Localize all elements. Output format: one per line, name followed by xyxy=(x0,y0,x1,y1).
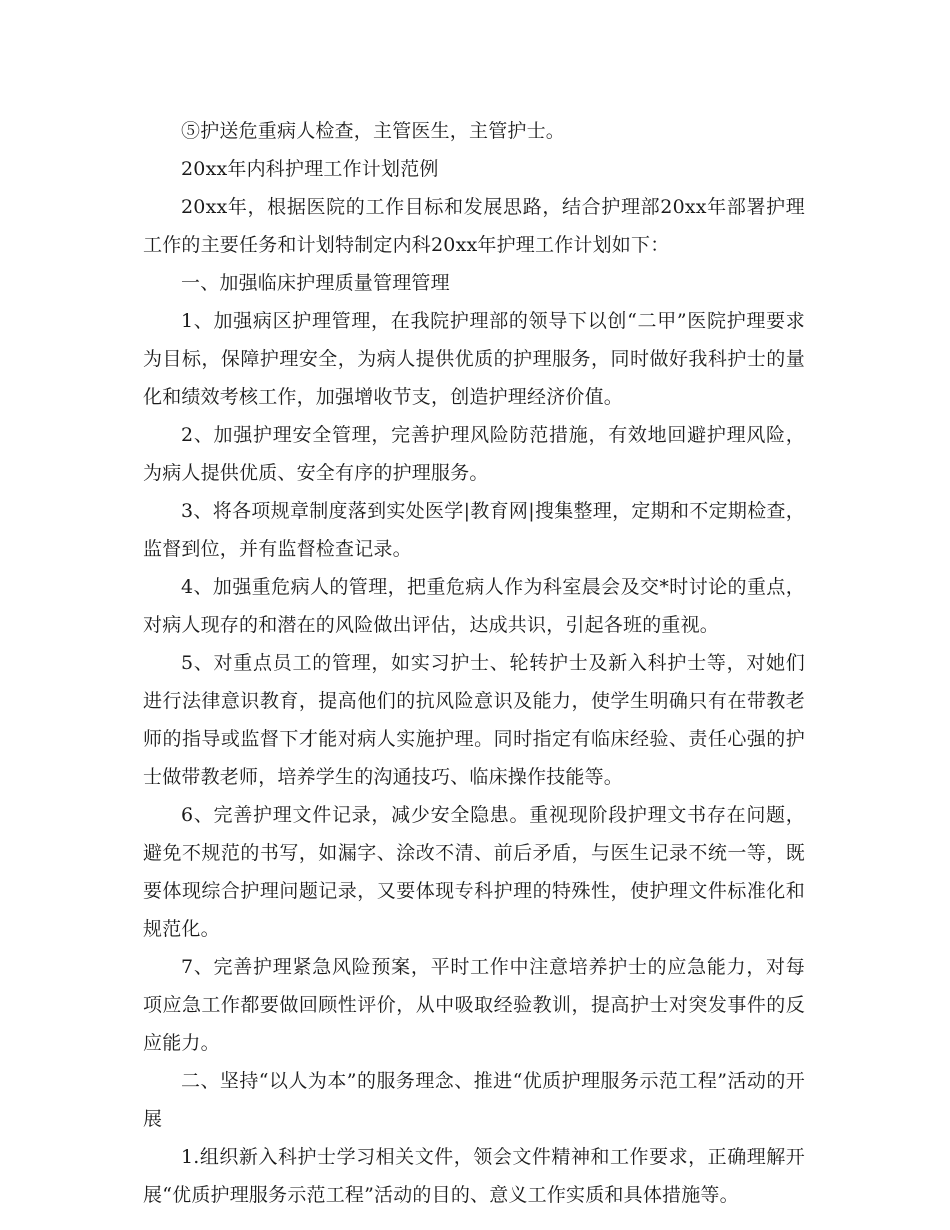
document-body xyxy=(143,112,805,1214)
section-heading-1: 一、加强临床护理质量管理管理 xyxy=(181,272,450,294)
paragraph-item-5: 5、对重点员工的管理，如实习护士、轮转护士及新入科护士等，对她们进行法律意识教育，提高他们的抗风险意识及能力，使学生明确只有在带教老师的指导或监督下才能对病人实施护理。同时指定有临床经验、责任心强的护士做带教老师，培养学生的沟通技巧、临床操作技能等。 xyxy=(143,652,805,788)
paragraph-item-6: 6、完善护理文件记录，减少安全隐患。重视现阶段护理文书存在问题，避免不规范的书写，如漏字、涂改不清、前后矛盾，与医生记录不统一等，既要体现综合护理问题记录，又要体现专科护理的特殊性，使护理文件标准化和规范化。 xyxy=(143,804,805,940)
paragraph-title: 20xx年内科护理工作计划范例 xyxy=(181,158,439,180)
paragraph-item-3: 3、将各项规章制度落到实处医学|教育网|搜集整理，定期和不定期检查，监督到位，并有监督检查记录。 xyxy=(143,500,805,560)
paragraph-item-1: 1、加强病区护理管理，在我院护理部的领导下以创“二甲”医院护理要求为目标，保障护理安全，为病人提供优质的护理服务，同时做好我科护士的量化和绩效考核工作，加强增收节支，创造护理经济价值。 xyxy=(143,310,805,408)
section-heading-2: 二、坚持“以人为本”的服务理念、推进“优质护理服务示范工程”活动的开展 xyxy=(143,1070,805,1130)
paragraph-section2-item-1: 1.组织新入科护士学习相关文件，领会文件精神和工作要求，正确理解开展“优质护理服务示范工程”活动的目的、意义工作实质和具体措施等。 xyxy=(143,1146,805,1206)
paragraph-escort-patients: ⑤护送危重病人检查，主管医生，主管护士。 xyxy=(181,120,566,142)
paragraph-item-7: 7、完善护理紧急风险预案，平时工作中注意培养护士的应急能力，对每项应急工作都要做回顾性评价，从中吸取经验教训，提高护士对突发事件的反应能力。 xyxy=(143,956,805,1054)
paragraph-item-4: 4、加强重危病人的管理，把重危病人作为科室晨会及交*时讨论的重点，对病人现存的和潜在的风险做出评估，达成共识，引起各班的重视。 xyxy=(143,576,805,636)
paragraph-item-2: 2、加强护理安全管理，完善护理风险防范措施，有效地回避护理风险，为病人提供优质、安全有序的护理服务。 xyxy=(143,424,805,484)
paragraph-intro: 20xx年，根据医院的工作目标和发展思路，结合护理部20xx年部署护理工作的主要任务和计划特制定内科20xx年护理工作计划如下： xyxy=(143,196,805,256)
